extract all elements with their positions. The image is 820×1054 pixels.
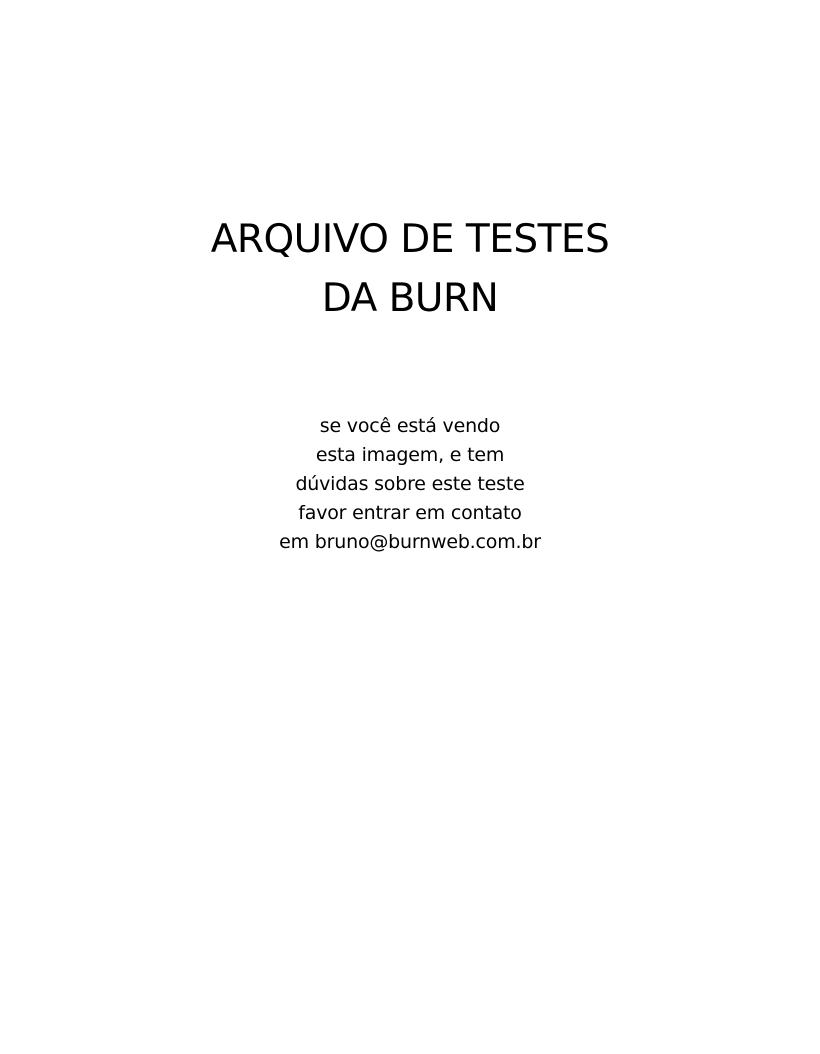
message-line-2: esta imagem, e tem xyxy=(315,444,505,466)
message-line-3: dúvidas sobre este teste xyxy=(295,473,525,495)
title-line-2: DA BURN xyxy=(321,276,499,321)
message-line-5-email: em bruno@burnweb.com.br xyxy=(279,531,541,553)
document-title xyxy=(0,210,820,328)
message-line-1: se você está vendo xyxy=(319,415,501,437)
title-line-1: ARQUIVO DE TESTES xyxy=(210,217,610,262)
message-line-4: favor entrar em contato xyxy=(298,502,522,524)
test-message xyxy=(0,412,820,557)
